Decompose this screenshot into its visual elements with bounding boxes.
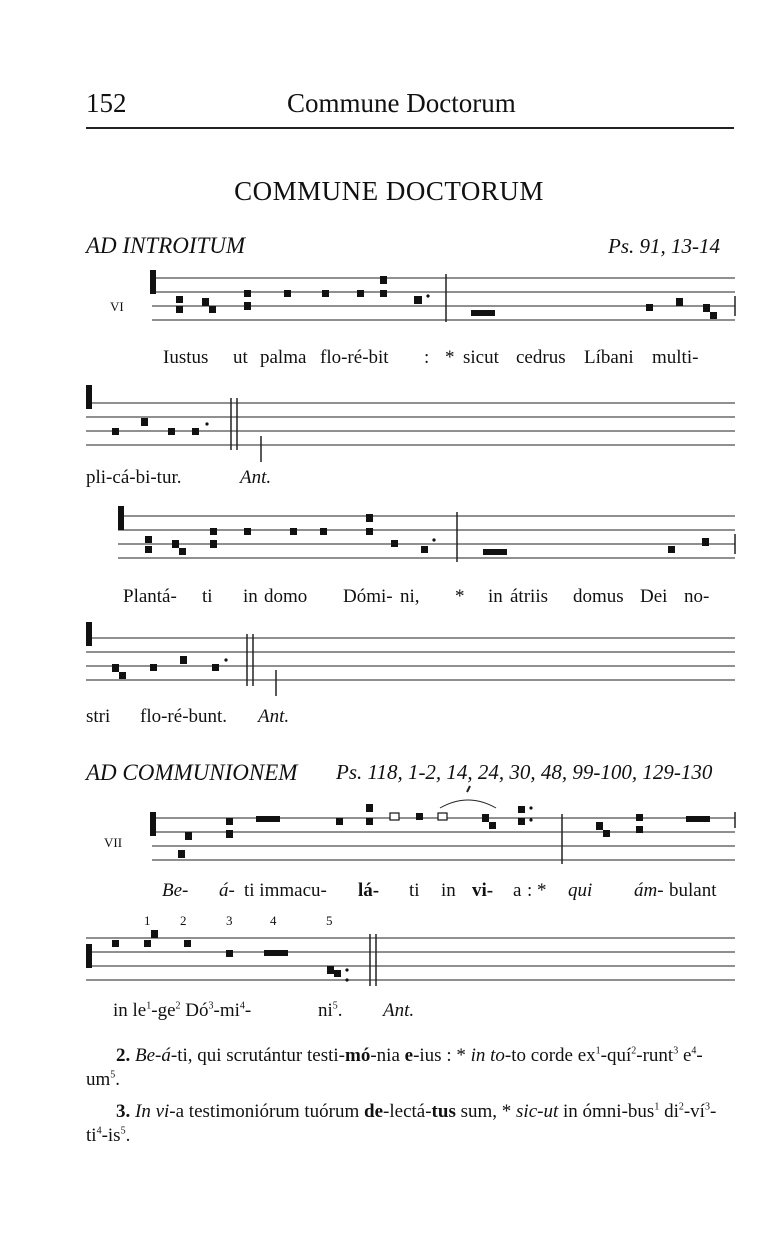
lyric: vi- — [472, 880, 494, 901]
lyric: $ni^5$. — [318, 1000, 343, 1021]
lyric: domus — [573, 586, 624, 607]
verse-2: 2. Be-á-ti, qui scrutántur testi-mó-nia e-ius : * in to-to corde $ex^1-quí^2-runt^3$ $e^4-um^5$. — [86, 1045, 703, 1090]
lyric: in — [441, 880, 456, 901]
lyric: ti — [202, 586, 213, 607]
lyric: : * — [527, 880, 547, 901]
lyric: bulant — [669, 880, 717, 901]
communion-reference: Ps. 118, 1-2, 14, 24, 30, 48, 99-100, 129-130 — [336, 760, 713, 784]
neume-number: 5 — [326, 913, 333, 928]
lyric: ti — [409, 880, 420, 901]
lyric: Iustus — [163, 347, 209, 368]
lyric: in — [243, 586, 258, 607]
lyric: á- — [219, 880, 235, 901]
lyric: * — [455, 586, 465, 607]
lyric: a — [513, 880, 522, 901]
lyric: ni, — [400, 586, 420, 607]
lyric: stri — [86, 706, 111, 727]
lyric: lá- — [358, 880, 380, 901]
lyric-ant: Ant. — [383, 1000, 415, 1021]
lyric: flo-ré-bunt. — [140, 706, 228, 727]
lyric: Be- — [162, 880, 189, 901]
lyric-line: in $le^1-ge^2$ $Dó^3-mi^4-$ — [113, 1000, 252, 1021]
lyric: flo-ré-bit — [320, 347, 389, 368]
lyric: ut — [233, 347, 248, 368]
introit-mode: VI — [110, 299, 124, 314]
introit-heading: AD INTROITUM — [86, 233, 246, 258]
lyric: sicut — [463, 347, 499, 368]
lyric-ant: Ant. — [258, 706, 290, 727]
introit-reference: Ps. 91, 13-14 — [608, 234, 720, 258]
lyric: ám- — [634, 880, 664, 901]
neume-number: 4 — [270, 913, 277, 928]
communion-mode: VII — [104, 835, 123, 850]
page-title: COMMUNE DOCTORUM — [234, 176, 544, 206]
lyric: cedrus — [516, 347, 566, 368]
lyric: Dei — [640, 586, 668, 607]
lyric: Líbani — [584, 347, 634, 368]
lyric: qui — [568, 880, 593, 901]
lyric: Dómi- — [343, 586, 393, 607]
lyric: : — [424, 347, 430, 368]
lyric: * — [445, 347, 455, 368]
lyric: pli-cá-bi-tur. — [86, 467, 182, 488]
verse-3: 3. In vi-a testimoniórum tuórum de-lectá-tus sum, * sic-ut in ómni-bus$^1$ $di^2-ví^3-ti^4-is^5$. — [86, 1101, 717, 1146]
lyric: Plantá- — [123, 586, 177, 607]
lyric: átriis — [510, 586, 548, 607]
communion-heading: AD COMMUNIONEM — [86, 760, 298, 785]
lyric: in — [488, 586, 503, 607]
lyric: multi- — [652, 347, 699, 368]
lyric: palma — [260, 347, 307, 368]
neume-number: 2 — [180, 913, 187, 928]
lyric-ant: Ant. — [240, 467, 272, 488]
running-title: Commune Doctorum — [287, 88, 516, 118]
neume-number: 1 — [144, 913, 151, 928]
neume-number: 3 — [226, 913, 233, 928]
lyric: no- — [684, 586, 710, 607]
lyric: domo — [264, 586, 308, 607]
page-number: 152 — [86, 88, 127, 118]
lyric: ti immacu- — [244, 880, 327, 901]
